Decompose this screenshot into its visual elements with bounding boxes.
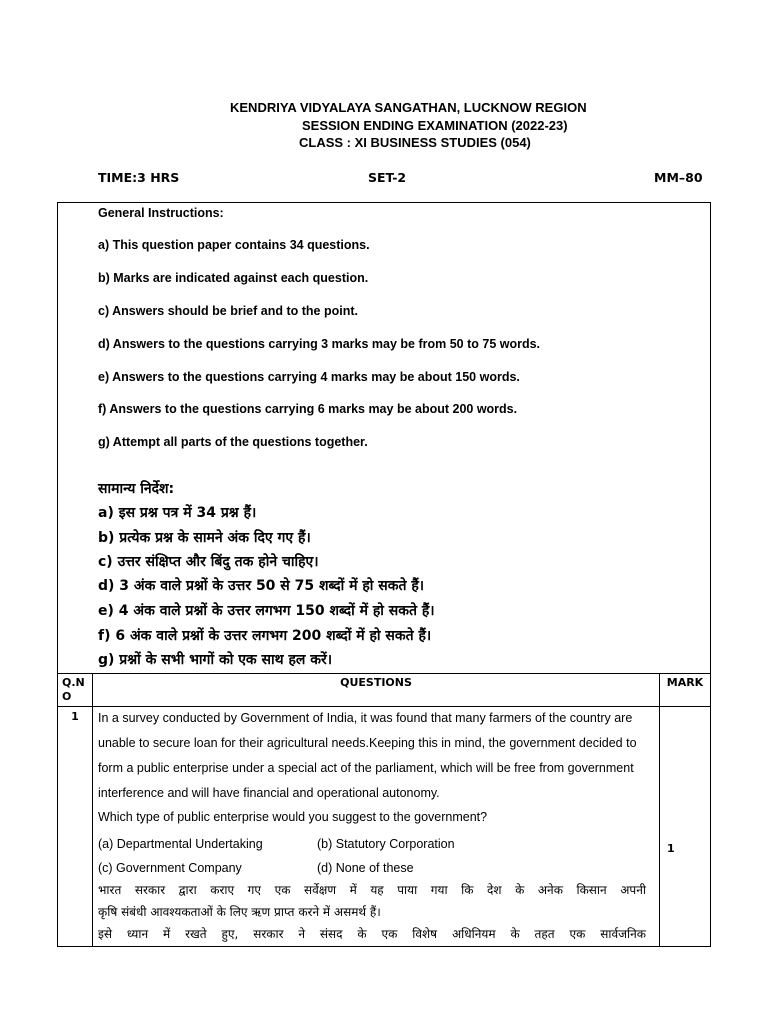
set-label: SET-2 [368, 170, 407, 185]
option-d: (d) None of these [317, 861, 414, 875]
header-exam-title: SESSION ENDING EXAMINATION (2022-23) [302, 118, 568, 133]
hindi-question-line: इसे ध्यान में रखते हुए, सरकार ने संसद के एक विशेष अधिनियम के तहत एक सार्वजनिक [98, 927, 646, 941]
max-marks-label: MM–80 [654, 170, 703, 185]
instructions-title: General Instructions: [98, 206, 224, 220]
header-class-title: CLASS : XI BUSINESS STUDIES (054) [299, 135, 531, 150]
hindi-instruction-item: a) इस प्रश्न पत्र में 34 प्रश्न हैं। [98, 505, 257, 521]
hindi-instruction-item: f) 6 अंक वाले प्रश्नों के उत्तर लगभग 200 शब्दों में हो सकते हैं। [98, 628, 432, 644]
option-b: (b) Statutory Corporation [317, 837, 455, 851]
option-c: (c) Government Company [98, 861, 242, 875]
hindi-instructions-title: सामान्य निर्देश: [98, 481, 175, 497]
hindi-question-line: कृषि संबंधी आवश्यकताओं के लिए ऋण प्राप्त करने में असमर्थ हैं। [98, 905, 381, 919]
instruction-item: c) Answers should be brief and to the point. [98, 304, 358, 318]
hindi-instruction-item: c) उत्तर संक्षिप्त और बिंदु तक होने चाहिए। [98, 554, 319, 570]
question-text-line: form a public enterprise under a special act of the parliament, which will be free from government [98, 761, 634, 775]
question-body [93, 707, 660, 947]
question-paper-table [57, 202, 711, 947]
question-text-line: In a survey conducted by Government of India, it was found that many farmers of the country are [98, 711, 633, 725]
instruction-item: b) Marks are indicated against each question. [98, 271, 369, 285]
instruction-item: a) This question paper contains 34 questions. [98, 238, 370, 252]
instruction-item: e) Answers to the questions carrying 4 marks may be about 150 words. [98, 370, 520, 384]
question-number: 1 [58, 707, 93, 947]
hindi-instruction-item: e) 4 अंक वाले प्रश्नों के उत्तर लगभग 150 शब्दों में हो सकते हैं। [98, 603, 435, 619]
hindi-instruction-item: b) प्रत्येक प्रश्न के सामने अंक दिए गए हैं। [98, 530, 311, 546]
instruction-item: d) Answers to the questions carrying 3 marks may be from 50 to 75 words. [98, 337, 541, 351]
hindi-instruction-item: d) 3 अंक वाले प्रश्नों के उत्तर 50 से 75 शब्दों में हो सकते हैं। [98, 578, 425, 594]
time-label: TIME:3 HRS [98, 170, 180, 185]
qno-column-header: Q.N O [58, 674, 93, 707]
question-row [58, 707, 711, 947]
instruction-item: g) Attempt all parts of the questions together. [98, 435, 368, 449]
table-header-row [58, 674, 711, 707]
question-text-line: unable to secure loan for their agricultural needs.Keeping this in mind, the government decided to [98, 736, 637, 750]
instruction-item: f) Answers to the questions carrying 6 marks may be about 200 words. [98, 402, 518, 416]
mark-column-header: MARK [659, 674, 710, 707]
option-a: (a) Departmental Undertaking [98, 837, 263, 851]
question-mark: 1 [666, 842, 675, 855]
question-mark-cell [659, 707, 710, 947]
questions-column-header: QUESTIONS [93, 674, 660, 707]
question-text-line: interference and will have financial and operational autonomy. [98, 786, 440, 800]
instructions-row [58, 203, 711, 674]
instructions-block [58, 203, 710, 673]
hindi-instruction-item: g) प्रश्नों के सभी भागों को एक साथ हल करें। [98, 652, 333, 668]
header-region-title: KENDRIYA VIDYALAYA SANGATHAN, LUCKNOW REGION [230, 100, 587, 115]
hindi-question-line: भारत सरकार द्वारा कराए गए एक सर्वेक्षण में यह पाया गया कि देश के अनेक किसान अपनी [98, 883, 646, 897]
question-text-line: Which type of public enterprise would you suggest to the government? [98, 810, 488, 824]
